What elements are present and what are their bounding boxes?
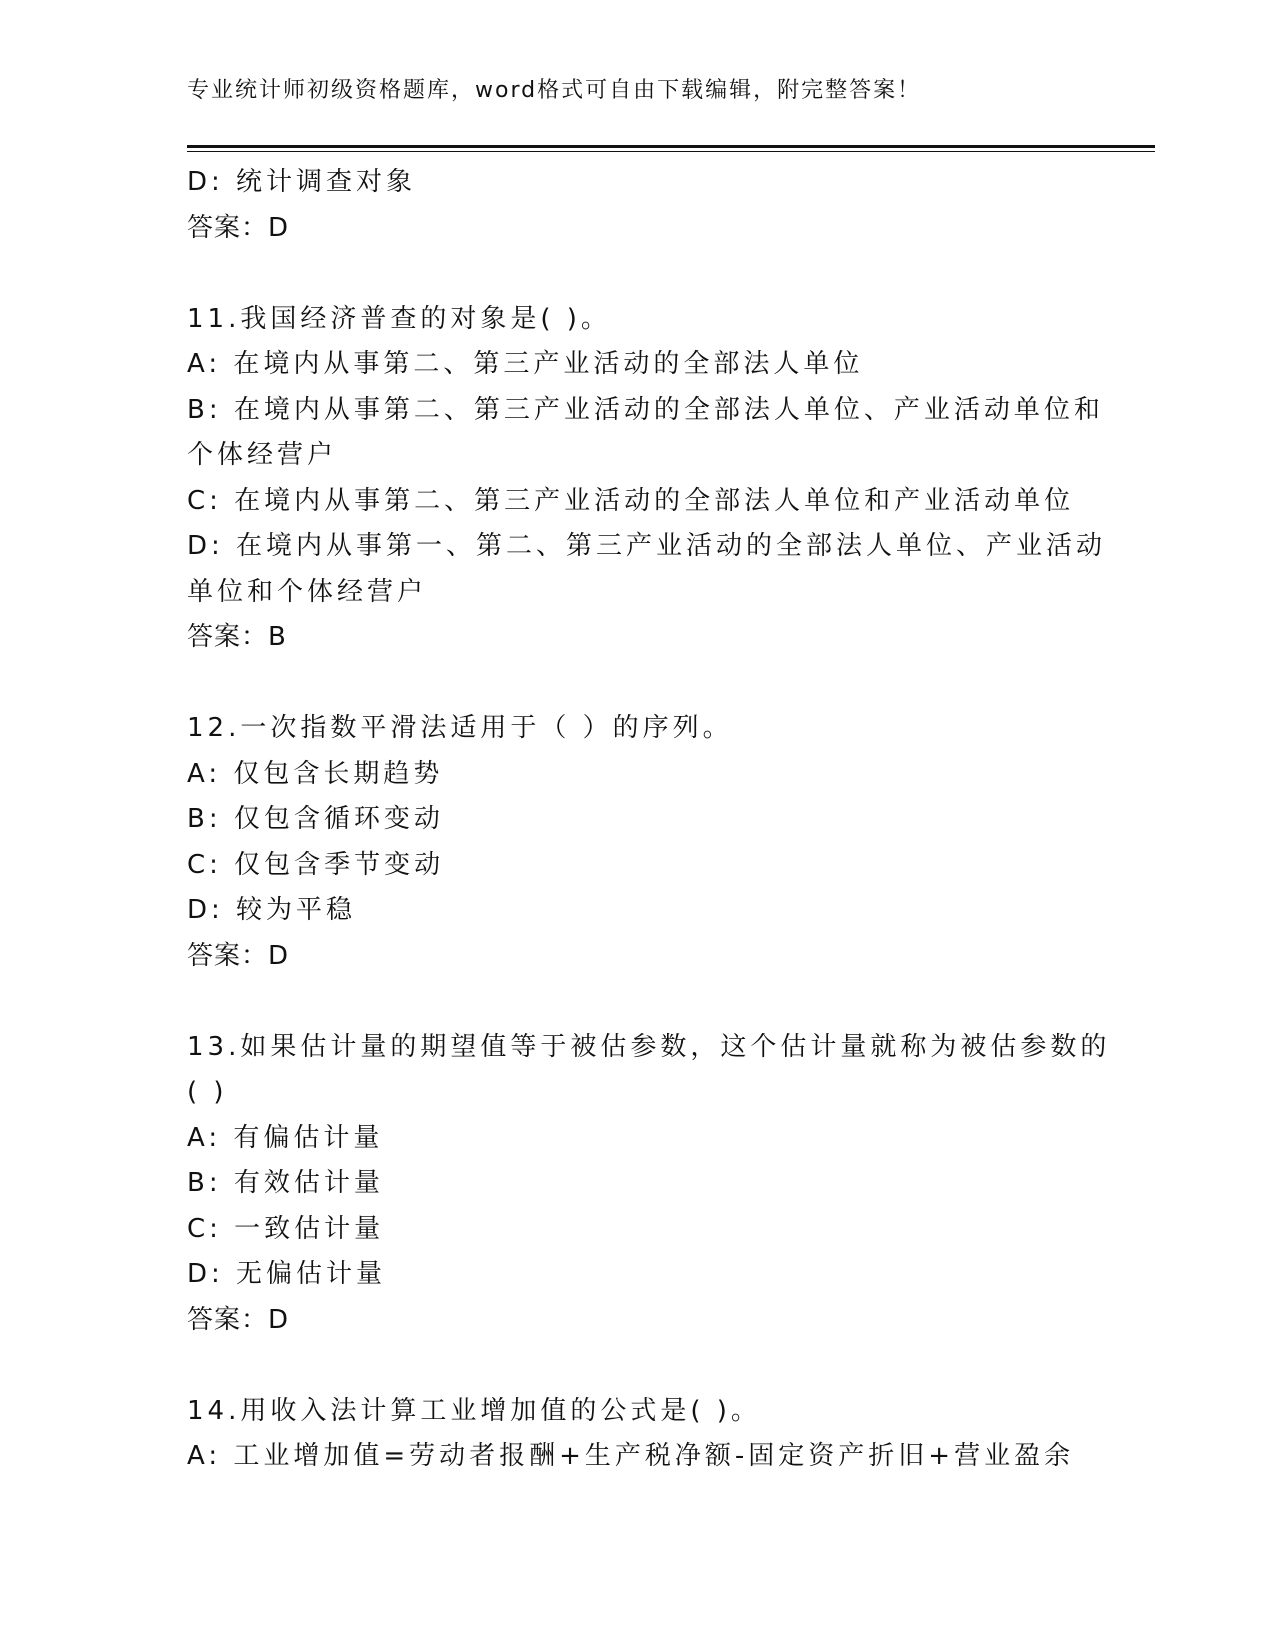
prev-question [187, 160, 1087, 251]
option-d: D: 统计调查对象 [187, 167, 417, 197]
question-text: 13.如果估计量的期望值等于被估参数，这个估计量就称为被估参数的 [187, 1031, 1111, 1062]
answer: 答案：D [187, 212, 290, 243]
question-text: 12.一次指数平滑法适用于（ ）的序列。 [187, 713, 733, 743]
question-text: 11.我国经济普查的对象是( )。 [187, 303, 611, 334]
option-a: A: 工业增加值=劳动者报酬+生产税净额-固定资产折旧+营业盈余 [187, 1441, 1075, 1471]
option-d: D: 较为平稳 [187, 895, 357, 925]
spacer [187, 979, 1087, 1025]
question-text: 14.用收入法计算工业增加值的公式是( )。 [187, 1395, 761, 1426]
document-body [187, 160, 1111, 1480]
option-b: B: 仅包含循环变动 [187, 804, 444, 834]
page-header: 专业统计师初级资格题库，word格式可自由下载编辑，附完整答案！ [187, 78, 922, 103]
option-b-continued: 个体经营户 [187, 440, 338, 470]
option-b: B: 有效估计量 [187, 1168, 384, 1198]
question-14 [187, 1389, 1087, 1480]
option-c: C: 仅包含季节变动 [187, 849, 445, 880]
option-a: A: 有偏估计量 [187, 1122, 384, 1153]
option-a: A: 在境内从事第二、第三产业活动的全部法人单位 [187, 349, 864, 379]
answer: 答案：B [187, 622, 287, 652]
spacer [187, 1343, 1087, 1389]
header-rule-thin [187, 151, 1155, 152]
question-13 [187, 1025, 1111, 1344]
header-rule-thick [187, 145, 1155, 148]
question-text-continued: ( ) [187, 1077, 228, 1107]
answer: 答案：D [187, 1304, 290, 1335]
option-d: D: 在境内从事第一、第二、第三产业活动的全部法人单位、产业活动 [187, 531, 1107, 561]
question-11 [187, 297, 1107, 661]
option-a: A: 仅包含长期趋势 [187, 758, 444, 789]
option-b: B: 在境内从事第二、第三产业活动的全部法人单位、产业活动单位和 [187, 394, 1104, 425]
spacer [187, 251, 1087, 297]
option-d-continued: 单位和个体经营户 [187, 576, 428, 607]
option-c: C: 在境内从事第二、第三产业活动的全部法人单位和产业活动单位 [187, 485, 1075, 516]
question-12 [187, 706, 1087, 979]
option-c: C: 一致估计量 [187, 1213, 385, 1244]
option-d: D: 无偏估计量 [187, 1259, 387, 1289]
spacer [187, 661, 1087, 707]
answer: 答案：D [187, 940, 290, 971]
